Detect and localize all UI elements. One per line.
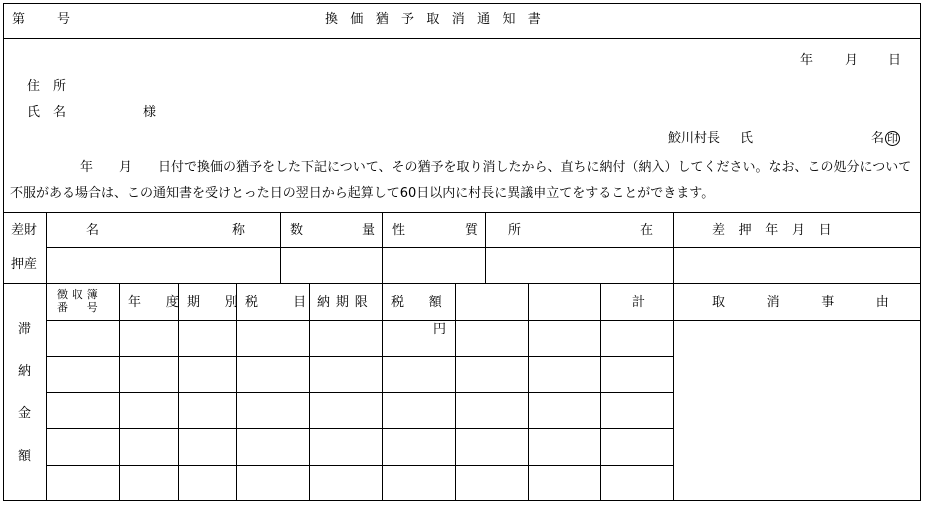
form-frame	[3, 3, 921, 501]
seizure-label-bottom: 押産	[11, 257, 38, 272]
arrears-col-line-8	[600, 283, 601, 501]
seizure-col-location-b: 在	[640, 223, 654, 238]
seizure-col-name-b: 称	[232, 223, 246, 238]
date-month-label: 月	[845, 53, 859, 68]
arrears-side-label-3: 金	[18, 406, 32, 421]
tax-amount-unit: 円	[433, 322, 447, 337]
issuer-surname-label: 氏	[740, 131, 754, 146]
seizure-header-line	[46, 247, 921, 248]
notice-body: 年 月 日付で換価の猶予をした下記について、その猶予を取り消したから、直ちに納付（納入）してください。なお、この処分について不服がある場合は、この通知書を受けとった日の翌日から起算して60日以内に村長に異議申立てをすることができます。	[10, 160, 912, 201]
arrears-col-line-2	[178, 283, 179, 501]
col-cancel-reason: 取 消 事 由	[712, 295, 904, 310]
arrears-col-line-4	[309, 283, 310, 501]
col-notice-no-top: 徴収簿	[57, 288, 102, 301]
main-right-column-line	[673, 212, 674, 501]
col-period: 期 別	[187, 295, 244, 310]
seizure-col-line-3	[485, 212, 486, 283]
seizure-col-date: 差押年月日	[712, 223, 846, 238]
seizure-col-line-2	[382, 212, 383, 283]
number-prefix: 第	[12, 12, 37, 27]
address-label: 住 所	[27, 79, 67, 94]
seizure-col-line-1	[280, 212, 281, 283]
seizure-bottom-line	[3, 283, 921, 284]
seizure-col-nature-b: 質	[465, 223, 479, 238]
issuer-org: 鮫川村長	[668, 131, 721, 146]
issuer-name-label: 名	[871, 131, 885, 146]
seizure-col-qty-a: 数	[290, 223, 304, 238]
arrears-col-line-6	[455, 283, 456, 501]
document-title: 換価猶予取消通知書	[325, 12, 554, 27]
number-suffix: 号	[57, 12, 71, 27]
date-day-label: 日	[888, 53, 902, 68]
col-fiscal-year: 年 度	[128, 295, 185, 310]
arrears-side-label-4: 額	[18, 449, 32, 464]
arrears-col-line-3	[236, 283, 237, 501]
seizure-col-nature-a: 性	[392, 223, 406, 238]
name-label: 氏 名	[27, 105, 67, 120]
arrears-col-line-1	[119, 283, 120, 501]
arrears-row-line-4	[46, 465, 673, 466]
arrears-side-label-1: 滞	[18, 322, 32, 337]
honorific: 様	[143, 105, 157, 120]
col-due-date: 納期限	[317, 295, 374, 310]
col-notice-no-bottom: 番 号	[57, 301, 102, 314]
seal-mark: 印	[887, 132, 898, 145]
arrears-row-line-3	[46, 428, 673, 429]
col-tax-item: 税 目	[245, 295, 318, 310]
seizure-col-qty-b: 量	[362, 223, 376, 238]
seizure-label-top: 差財	[11, 223, 38, 238]
arrears-col-line-7	[528, 283, 529, 501]
col-total: 計	[632, 295, 646, 310]
date-year-label: 年	[800, 53, 814, 68]
seizure-col-location-a: 所	[508, 223, 522, 238]
arrears-side-label-2: 納	[18, 364, 32, 379]
col-tax-amount: 税 額	[391, 295, 448, 310]
seizure-col-name-a: 名	[86, 223, 100, 238]
seizure-top-line	[3, 212, 921, 213]
arrears-col-line-5	[382, 283, 383, 501]
arrears-row-line-1	[46, 356, 673, 357]
header-divider	[3, 38, 921, 39]
arrears-row-line-2	[46, 392, 673, 393]
